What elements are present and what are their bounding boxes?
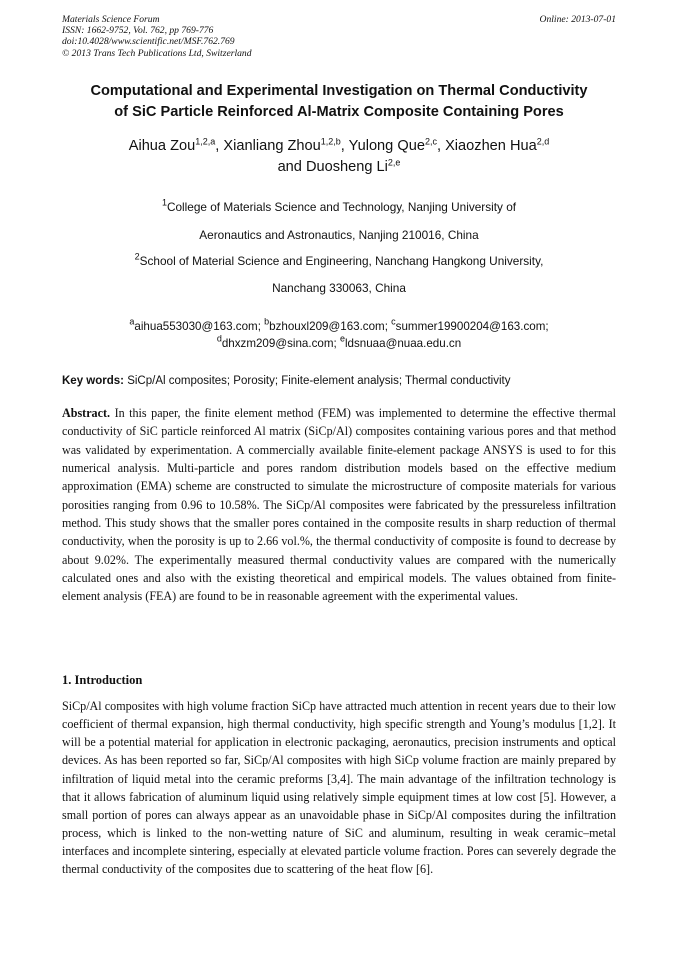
journal-header (62, 14, 616, 59)
introduction-paragraph: SiCp/Al composites with high volume fraction SiCp have attracted much attention in recent years due to their low coefficient of thermal expansion, high thermal conductivity, high specific strength and Young’s modulus [1,2]. It will be a potential material for application in electronic packaging, aeronautics, precision instruments and optical devices. As has been reported so far, SiCp/Al composites with high SiCp volume fraction are mainly prepared by infiltration of liquid metal into the ceramic preforms [3,4]. The main advantage of the infiltration technology is that it allows fabrication of aluminum liquid using relatively simple equipment times at low cost [5]. However, a small portion of pores can always appear as an unavoidable phase in SiCp/Al composites during the infiltration process, which is linked to the non-wetting nature of SiC and aluminum, resulting in weak ceramic–metal interfaces and incomplete sintering, especially at elevated particle volume fraction. Pores can severely degrade the thermal conductivity of the composites due to scattering of the heat flow [6]. (62, 699, 616, 877)
affiliation-1-cont (40, 228, 638, 243)
email-address: summer19900204@163.com (395, 320, 546, 333)
keywords-label: Key words: (62, 375, 124, 387)
author-affiliation-mark: 1,2,a (195, 136, 216, 147)
journal-name: Materials Science Forum (62, 14, 160, 25)
affiliation-line: College of Materials Science and Technology, Nanjing University of (166, 200, 517, 214)
affiliation-1 (40, 197, 638, 215)
email-line-1: $^a$aihua553030@163.com; $^b$bzhouxl209@163.com; $^c$summer19900204@163.com; (129, 316, 549, 333)
email-address: ldsnuaa@nuaa.edu.cn (344, 337, 462, 350)
copyright-line: © 2013 Trans Tech Publications Ltd, Switzerland (62, 47, 252, 59)
author-affiliation-mark: 2,c (424, 136, 437, 147)
title-line-1: Computational and Experimental Investigation on Thermal Conductivity (90, 83, 588, 99)
doi-line: doi:10.4028/www.scientific.net/MSF.762.769 (62, 36, 235, 48)
affiliation-line: Aeronautics and Astronautics, Nanjing 210016, China (199, 228, 479, 242)
email-address: bzhouxl209@163.com (269, 320, 385, 333)
author-affiliation-mark: 1,2,b (320, 136, 341, 147)
email-list (40, 318, 638, 352)
email-address: dhxzm209@sina.com (221, 337, 334, 350)
paper-title (40, 81, 638, 123)
author-name: Xianliang Zhou (223, 138, 321, 154)
email-line-2: $^d$dhxzm209@sina.com; $^e$ldsnuaa@nuaa.edu.cn (216, 333, 462, 350)
abstract-text: In this paper, the finite element method (FEM) was implemented to determine the effective thermal conductivity of SiC particle reinforced Al matrix (SiCp/Al) composites containing various pores and that method was validated by experimentation. A commercially available finite-element package ANSYS is used to for this numerical analysis. Multi-particle and pores random distribution models based on the effective medium approximation (EMA) scheme are constructed to simulate the microstructure of composite materials for various porosities ranging from 0.96 to 10.58%. The SiCp/Al composites were fabricated by the pressureless infiltration method. This study shows that the smaller pores contained in the composite results in sharp reduction of thermal conductivity, when the porosity is up to 2.66 vol.%, the thermal conductivity of composite is found to decrease by about 9.02%. The experimentally measured thermal conductivity values are compared with the numerically calculated ones and also with the existing theoretical and empirical models. The values obtained from finite-element analysis (FEA) are found to be in reasonable agreement with the experimental values. (62, 406, 616, 604)
affiliation-mark: 1 (161, 197, 167, 208)
title-line-2: of SiC Particle Reinforced Al-Matrix Composite Containing Pores (114, 104, 564, 120)
author-name: Aihua Zou (128, 138, 196, 154)
affiliation-mark: 2 (134, 251, 140, 262)
issn-line: ISSN: 1662-9752, Vol. 762, pp 769-776 (62, 25, 214, 37)
keywords (62, 374, 622, 389)
section-heading-introduction: 1. Introduction (62, 673, 143, 687)
keywords-text: SiCp/Al composites; Porosity; Finite-element analysis; Thermal conductivity (127, 375, 511, 387)
online-date: Online: 2013-07-01 (539, 14, 616, 25)
author-list (40, 136, 638, 178)
affiliation-2 (40, 251, 638, 269)
author-name: Xiaozhen Hua (445, 138, 537, 154)
author-affiliation-mark: 2,e (387, 157, 401, 168)
abstract (62, 404, 616, 606)
author-name: and Duosheng Li (277, 159, 388, 175)
affiliation-2-cont (40, 281, 638, 296)
affiliation-line: School of Material Science and Engineering, Nanchang Hangkong University, (139, 254, 544, 268)
abstract-label: Abstract. (62, 406, 111, 420)
author-line-2 (40, 157, 638, 178)
email-address: aihua553030@163.com (134, 320, 258, 333)
affiliation-line: Nanchang 330063, China (272, 281, 406, 295)
author-name: Yulong Que (348, 138, 425, 154)
author-affiliation-mark: 2,d (536, 136, 550, 147)
author-line-1: Aihua Zou$^{1,2,a}$, Xianliang Zhou$^{1,2,b}$, Yulong Que$^{2,c}$, Xiaozhen Hua$^{2,d}$ (128, 136, 550, 154)
